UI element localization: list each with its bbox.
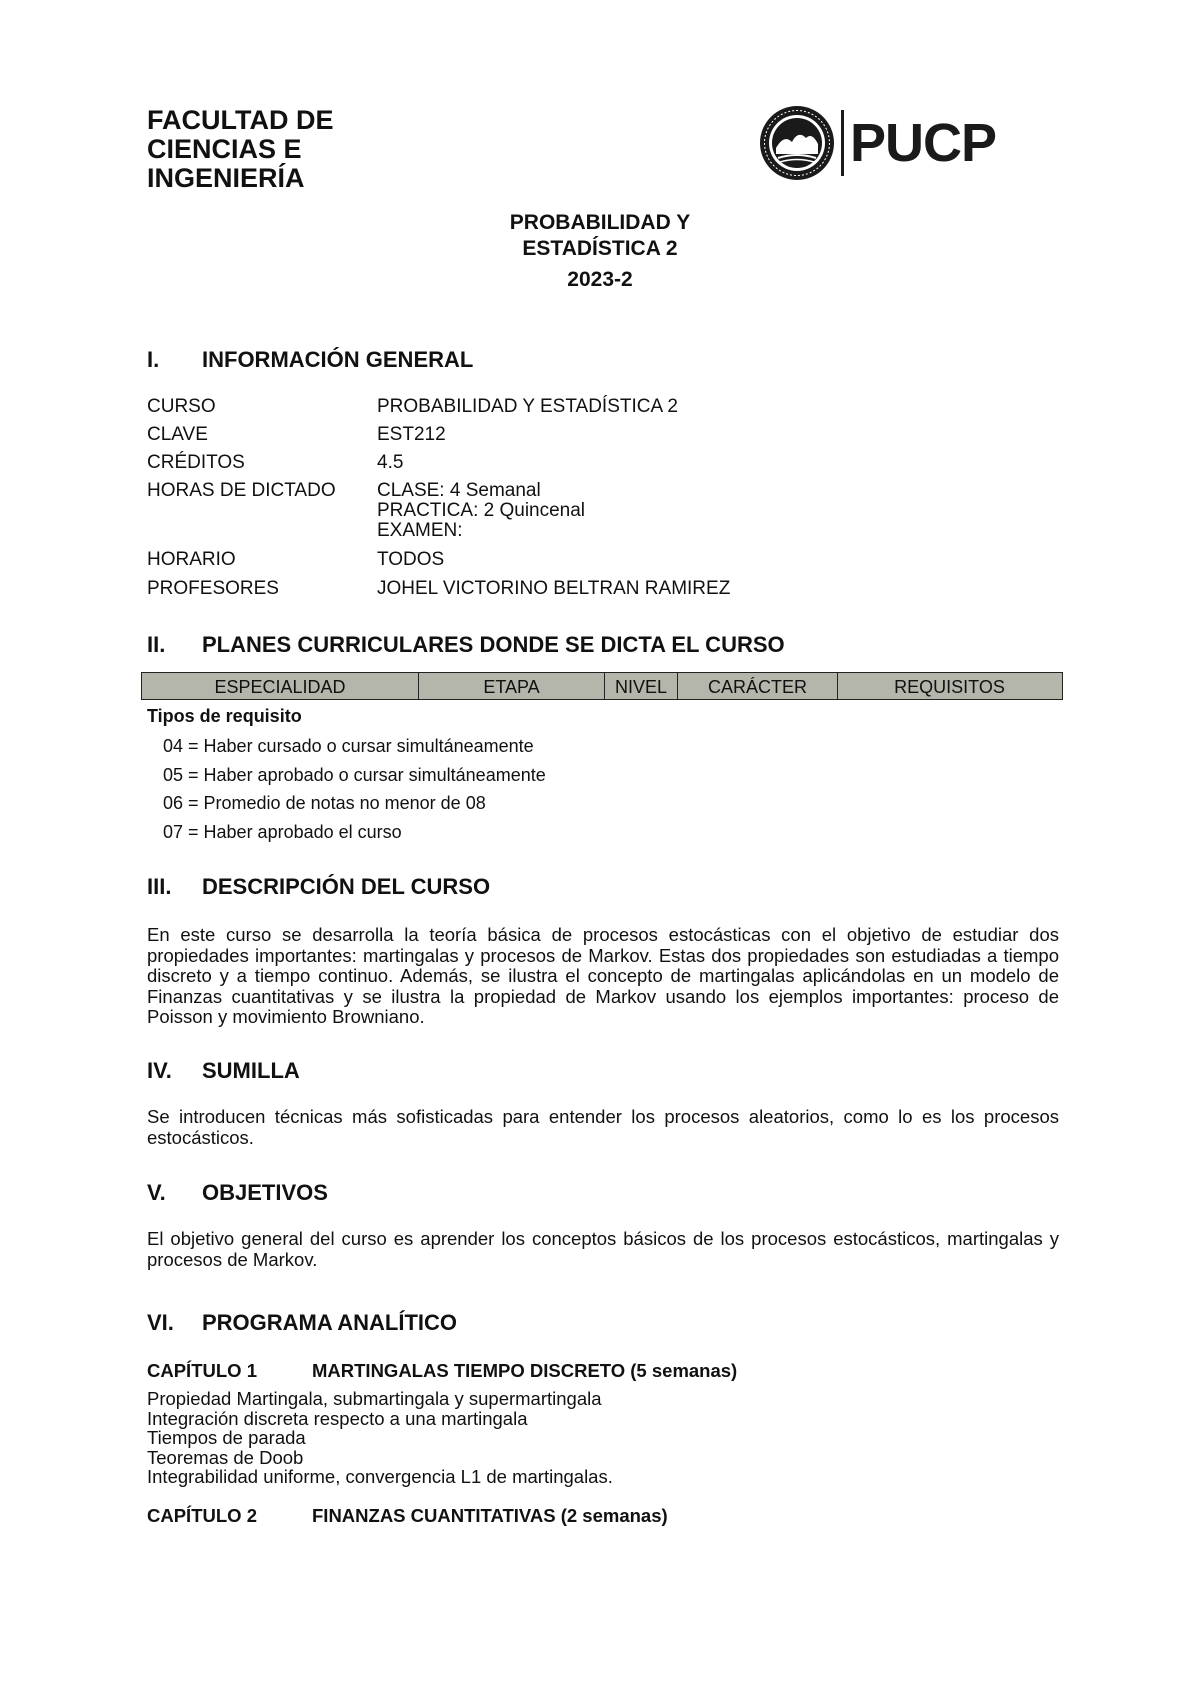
logo-divider <box>841 110 844 176</box>
pucp-seal-icon <box>758 104 836 182</box>
section-number: III. <box>147 874 172 899</box>
section-heading-programa <box>147 1310 457 1336</box>
faculty-line: INGENIERÍA <box>147 163 305 193</box>
info-label: PROFESORES <box>147 578 279 599</box>
section-heading-sumilla <box>147 1058 300 1084</box>
section-title: PROGRAMA ANALÍTICO <box>202 1310 458 1335</box>
sumilla-text: Se introducen técnicas más sofisticadas para entender los procesos aleatorios, como lo es los procesos estocásticos. <box>147 1106 1059 1148</box>
section-title: INFORMACIÓN GENERAL <box>202 347 474 372</box>
table-header-cell: REQUISITOS <box>894 677 1005 697</box>
requisitos-title: Tipos de requisito <box>147 706 302 726</box>
chapter-title: FINANZAS CUANTITATIVAS (2 semanas) <box>312 1505 668 1526</box>
info-label: HORARIO <box>147 549 236 570</box>
section-number: VI. <box>147 1310 174 1335</box>
chapter-title: MARTINGALAS TIEMPO DISCRETO (5 semanas) <box>312 1360 738 1381</box>
curricular-table-header <box>141 672 1063 700</box>
info-value: EXAMEN: <box>377 520 463 541</box>
chapter-topic: Teoremas de Doob <box>147 1446 304 1468</box>
course-title-line2: ESTADÍSTICA 2 <box>522 237 678 260</box>
info-value: TODOS <box>377 549 445 570</box>
section-number: IV. <box>147 1058 172 1083</box>
section-heading-informacion <box>147 347 473 373</box>
info-value: 4.5 <box>377 452 404 473</box>
table-header-cell: CARÁCTER <box>678 673 838 699</box>
info-label: CRÉDITOS <box>147 452 245 473</box>
course-term: 2023-2 <box>567 268 633 291</box>
section-number: I. <box>147 347 160 372</box>
chapter-heading <box>147 1360 737 1382</box>
chapter-topic: Tiempos de parada <box>147 1427 306 1448</box>
general-info <box>147 396 1047 606</box>
info-value: PROBABILIDAD Y ESTADÍSTICA 2 <box>377 396 678 417</box>
table-header-cell: ETAPA <box>419 673 605 699</box>
section-title: OBJETIVOS <box>202 1180 328 1205</box>
info-label: HORAS DE DICTADO <box>147 480 336 501</box>
info-label: CLAVE <box>147 424 208 445</box>
section-number: V. <box>147 1180 166 1205</box>
info-label: CURSO <box>147 396 216 417</box>
section-title: SUMILLA <box>202 1058 300 1083</box>
section-heading-planes <box>147 632 785 658</box>
section-title: DESCRIPCIÓN DEL CURSO <box>202 874 491 899</box>
table-header-cell: NIVEL <box>605 673 678 699</box>
course-title-line1: PROBABILIDAD Y <box>509 211 691 234</box>
info-value: JOHEL VICTORINO BELTRAN RAMIREZ <box>377 578 731 599</box>
chapter-topic: Propiedad Martingala, submartingala y supermartingala <box>147 1388 602 1409</box>
section-title: PLANES CURRICULARES DONDE SE DICTA EL CURSO <box>202 632 785 657</box>
requisito-item: 04 = Haber cursado o cursar simultáneamente <box>163 736 534 756</box>
descripcion-text: En este curso se desarrolla la teoría básica de procesos estocásticas con el objetivo de estudiar dos propiedades importantes: martingalas y procesos de Markov. Estas dos propiedades son estudiadas a tiempo discreto y a tiempo continuo. Además, se ilustra el concepto de martingalas aplicándolas en un modelo de Finanzas cuantitativas y se ilustra la propiedad de Markov usando los ejemplos importantes: proceso de Poisson y movimiento Browniano. <box>147 924 1059 1027</box>
chapter-number: CAPÍTULO 1 <box>147 1360 257 1381</box>
chapter-topic: Integración discreta respecto a una martingala <box>147 1407 528 1429</box>
section-heading-objetivos <box>147 1180 328 1206</box>
pucp-logo <box>758 104 1023 182</box>
table-header-cell: ESPECIALIDAD <box>142 673 419 699</box>
chapter-heading <box>147 1505 668 1527</box>
logo-wordmark: PUCP <box>850 113 997 173</box>
requisito-item: 05 = Haber aprobado o cursar simultáneamente <box>163 765 546 785</box>
faculty-name <box>147 106 333 193</box>
info-value: PRACTICA: 2 Quincenal <box>377 500 586 521</box>
requisito-item: 07 = Haber aprobado el curso <box>163 822 402 842</box>
section-number: II. <box>147 632 166 657</box>
faculty-line: FACULTAD DE <box>147 105 334 135</box>
chapter-topic: Integrabilidad uniforme, convergencia L1 de martingalas. <box>147 1466 613 1487</box>
info-value: CLASE: 4 Semanal <box>377 480 541 501</box>
section-heading-descripcion <box>147 874 490 900</box>
info-value: EST212 <box>377 424 446 445</box>
faculty-line: CIENCIAS E <box>147 134 302 164</box>
requisito-item: 06 = Promedio de notas no menor de 08 <box>163 793 486 813</box>
objetivos-text: El objetivo general del curso es aprender los conceptos básicos de los procesos estocásticos, martingalas y procesos de Markov. <box>147 1228 1059 1270</box>
chapter-number: CAPÍTULO 2 <box>147 1505 257 1526</box>
